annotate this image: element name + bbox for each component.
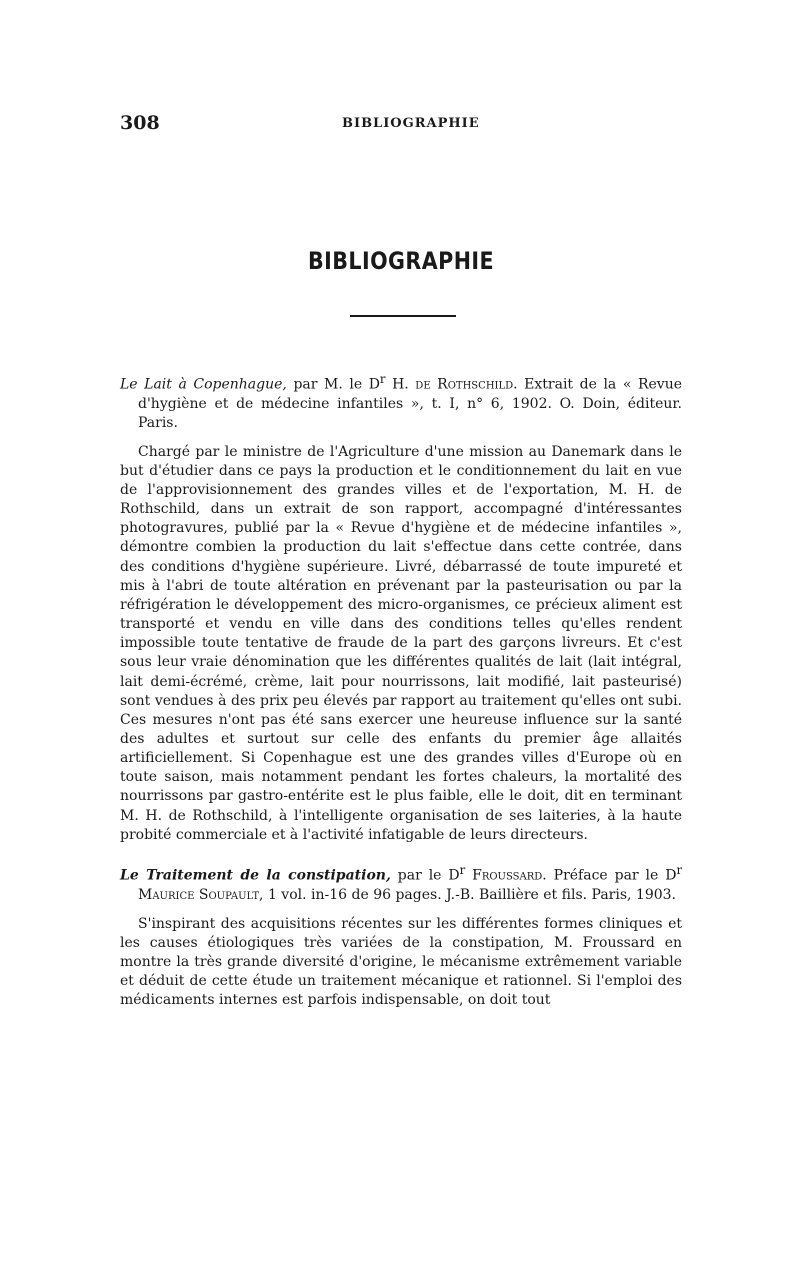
author-prefix: par le D [390,867,460,884]
preface-author: Maurice Soupault [138,886,260,903]
running-head [120,112,682,140]
author-prefix: par M. le D [286,376,380,393]
review-body: Chargé par le ministre de l'Agriculture d'une mission au Danemark dans le but d'étudier dans ce pays la production et le conditionnement du lait en vue de l'approvisionnement des grandes villes et de l'exportation, M. H. de Rothschild, dans un extrait de son rapport, accompagné d'intéressantes photogravures, publié par la « Revue d'hygiène et de médecine infantiles », démontre combien la production du lait s'effectue dans cette contrée, dans des conditions d'hygiène supérieure. Livré, débarrassé de toute impureté et mis à l'abri de toute altération en prévenant par la pasteurisation ou par la réfrigération le développement des micro-organismes, ce précieux aliment est transporté et vendu en ville dans des conditions telles qu'elles rendent impossible toute tentative de fraude de la part des garçons livreurs. Et c'est sous leur vraie dénomination que les différentes qualités de lait (lait intégral, lait demi-écrémé, crème, lait pour nourrissons, lait modifié, lait pasteurisé) sont vendues à des prix peu élevés par rapport au traitement qu'elles ont subi. Ces mesures n'ont pas été sans exercer une heureuse influence sur la santé des adultes et surtout sur celle des enfants du premier âge allaités artificiellement. Si Copenhague est une des grandes villes d'Europe où en toute saison, mais notamment pendant les fortes chaleurs, la mortalité des nourrissons par gastro-entérite est le plus faible, elle le doit, dit en terminant M. H. de Rothschild, à l'intelligente organisation de ses laiteries, à la haute probité commerciale et à l'activité infatigable de leurs directeurs. [120,443,682,843]
preface-sup: r [676,862,683,877]
document-page [120,112,683,1009]
review-citation [120,370,682,433]
review-title: Le Lait à Copenhague, [120,376,287,393]
author-sup: r [379,372,386,386]
content [120,370,682,1010]
title-divider [350,315,456,317]
author-sup: r [459,862,466,877]
page-number: 308 [120,112,160,134]
review-citation [120,861,682,905]
author-surname: Froussard [472,867,543,884]
author-name: H. [385,376,416,393]
running-title: BIBLIOGRAPHIE [342,116,480,131]
review-item [120,370,682,845]
preface-prefix: . Préface par le D [542,867,677,884]
review-item [120,861,682,1010]
review-source: , 1 vol. in-16 de 96 pages. J.-B. Baillière et fils. Paris, 1903. [259,886,676,903]
section-title: BIBLIOGRAPHIE [307,247,495,275]
author-surname: de Rothschild [415,376,514,393]
review-body: S'inspirant des acquisitions récentes sur les différentes formes cliniques et les causes étiologiques très variées de la constipation, M. Froussard en montre la très grande diversité d'origine, le mécanisme extrêmement variable et déduit de cette étude un traitement mécanique et rationnel. Si l'emploi des médicaments internes est parfois indispensable, on doit tout [120,915,682,1009]
review-title: Le Traitement de la constipation, [120,867,391,884]
review-source: . Extrait de la « Revue d'hygiène et de médecine infantiles », t. I, n° 6, 1902. O. Doin, éditeur. Paris. [138,376,683,431]
